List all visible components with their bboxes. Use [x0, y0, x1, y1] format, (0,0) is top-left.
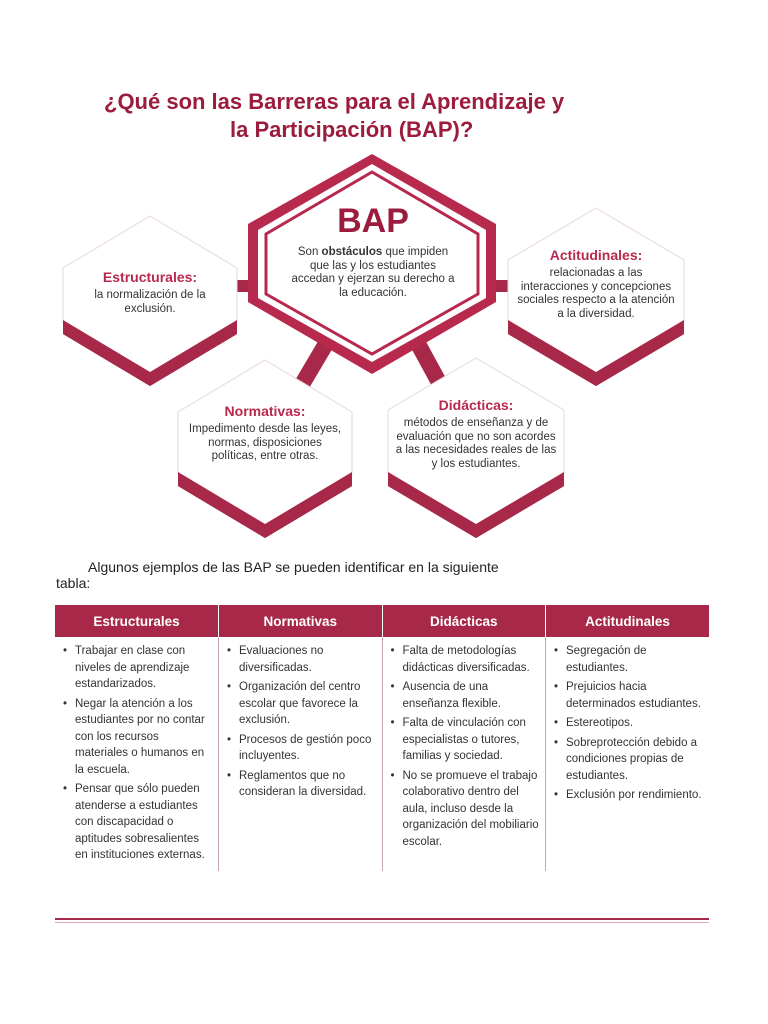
list-item: • Negar la atención a los estudiantes por no contar con los recursos materiales o humanos en la escuela.	[61, 696, 214, 779]
cell-didacticas	[382, 637, 546, 871]
page-title-line1: ¿Qué son las Barreras para el Aprendizaje y	[104, 89, 565, 114]
list-item: • Ausencia de una enseñanza flexible.	[389, 679, 542, 712]
normativas-desc: Impedimento desde las leyes, normas, disposiciones políticas, entre otras.	[188, 423, 342, 462]
header-normativas: Normativas	[219, 605, 383, 637]
actitudinales-desc: relacionadas a las interacciones y concepciones sociales respecto a la atención a la diversidad.	[517, 267, 675, 320]
cell-estructurales	[55, 637, 219, 871]
actitudinales-text	[516, 246, 676, 321]
list-item: • Organización del centro escolar que favorece la exclusión.	[225, 679, 378, 729]
normativas-text	[186, 402, 344, 464]
list-item: • Sobreprotección debido a condiciones propias de estudiantes.	[552, 735, 705, 785]
bap-text-post: que impiden que las y los estudiantes accedan y ejerzan su derecho a la educación.	[291, 246, 455, 299]
intro-line2: tabla:	[56, 575, 91, 591]
list-item: • Trabajar en clase con niveles de aprendizaje estandarizados.	[61, 643, 214, 693]
bap-examples-table	[55, 605, 709, 871]
header-actitudinales: Actitudinales	[546, 605, 710, 637]
list-item: • Pensar que sólo pueden atenderse a estudiantes con discapacidad o aptitudes sobresalientes en instituciones externas.	[61, 781, 214, 864]
didacticas-text	[394, 396, 558, 471]
estructurales-desc: la normalización de la exclusión.	[94, 289, 206, 315]
didacticas-heading: Didácticas:	[438, 397, 514, 413]
bap-title: BAP	[337, 202, 409, 240]
actitudinales-heading: Actitudinales:	[549, 247, 643, 263]
list-item: • Estereotipos.	[552, 715, 705, 732]
estructurales-heading: Estructurales:	[102, 269, 198, 285]
list-item: • Exclusión por rendimiento.	[552, 787, 705, 804]
cell-actitudinales	[546, 637, 710, 871]
list-item: • Evaluaciones no diversificadas.	[225, 643, 378, 676]
intro-paragraph	[56, 559, 616, 591]
bap-center-text	[290, 202, 456, 300]
table-row	[55, 637, 709, 871]
intro-line1: Algunos ejemplos de las BAP se pueden identificar en la siguiente	[88, 559, 499, 575]
table-bottom-rule	[55, 918, 709, 920]
header-didacticas: Didácticas	[382, 605, 546, 637]
table-header-row	[55, 605, 709, 637]
estructurales-text	[72, 268, 228, 316]
bap-text-pre: Son	[297, 246, 322, 258]
cell-normativas	[219, 637, 383, 871]
list-item: • Falta de metodologías didácticas diversificadas.	[389, 643, 542, 676]
header-estructurales: Estructurales	[55, 605, 219, 637]
bap-text-bold: obstáculos	[321, 246, 383, 258]
list-item: • Reglamentos que no consideran la diversidad.	[225, 768, 378, 801]
didacticas-desc: métodos de enseñanza y de evaluación que no son acordes a las necesidades reales de las y los estudiantes.	[395, 417, 557, 470]
list-item: • Procesos de gestión poco incluyentes.	[225, 732, 378, 765]
normativas-heading: Normativas:	[224, 403, 306, 419]
list-item: • Falta de vinculación con especialistas o tutores, familias y sociedad.	[389, 715, 542, 765]
table-bottom-rule-thin	[55, 922, 709, 923]
list-item: • Prejuicios hacia determinados estudiantes.	[552, 679, 705, 712]
list-item: • No se promueve el trabajo colaborativo dentro del aula, incluso desde la organización del mobiliario escolar.	[389, 768, 542, 851]
list-item: • Segregación de estudiantes.	[552, 643, 705, 676]
page-title-line2: la Participación (BAP)?	[230, 117, 474, 142]
